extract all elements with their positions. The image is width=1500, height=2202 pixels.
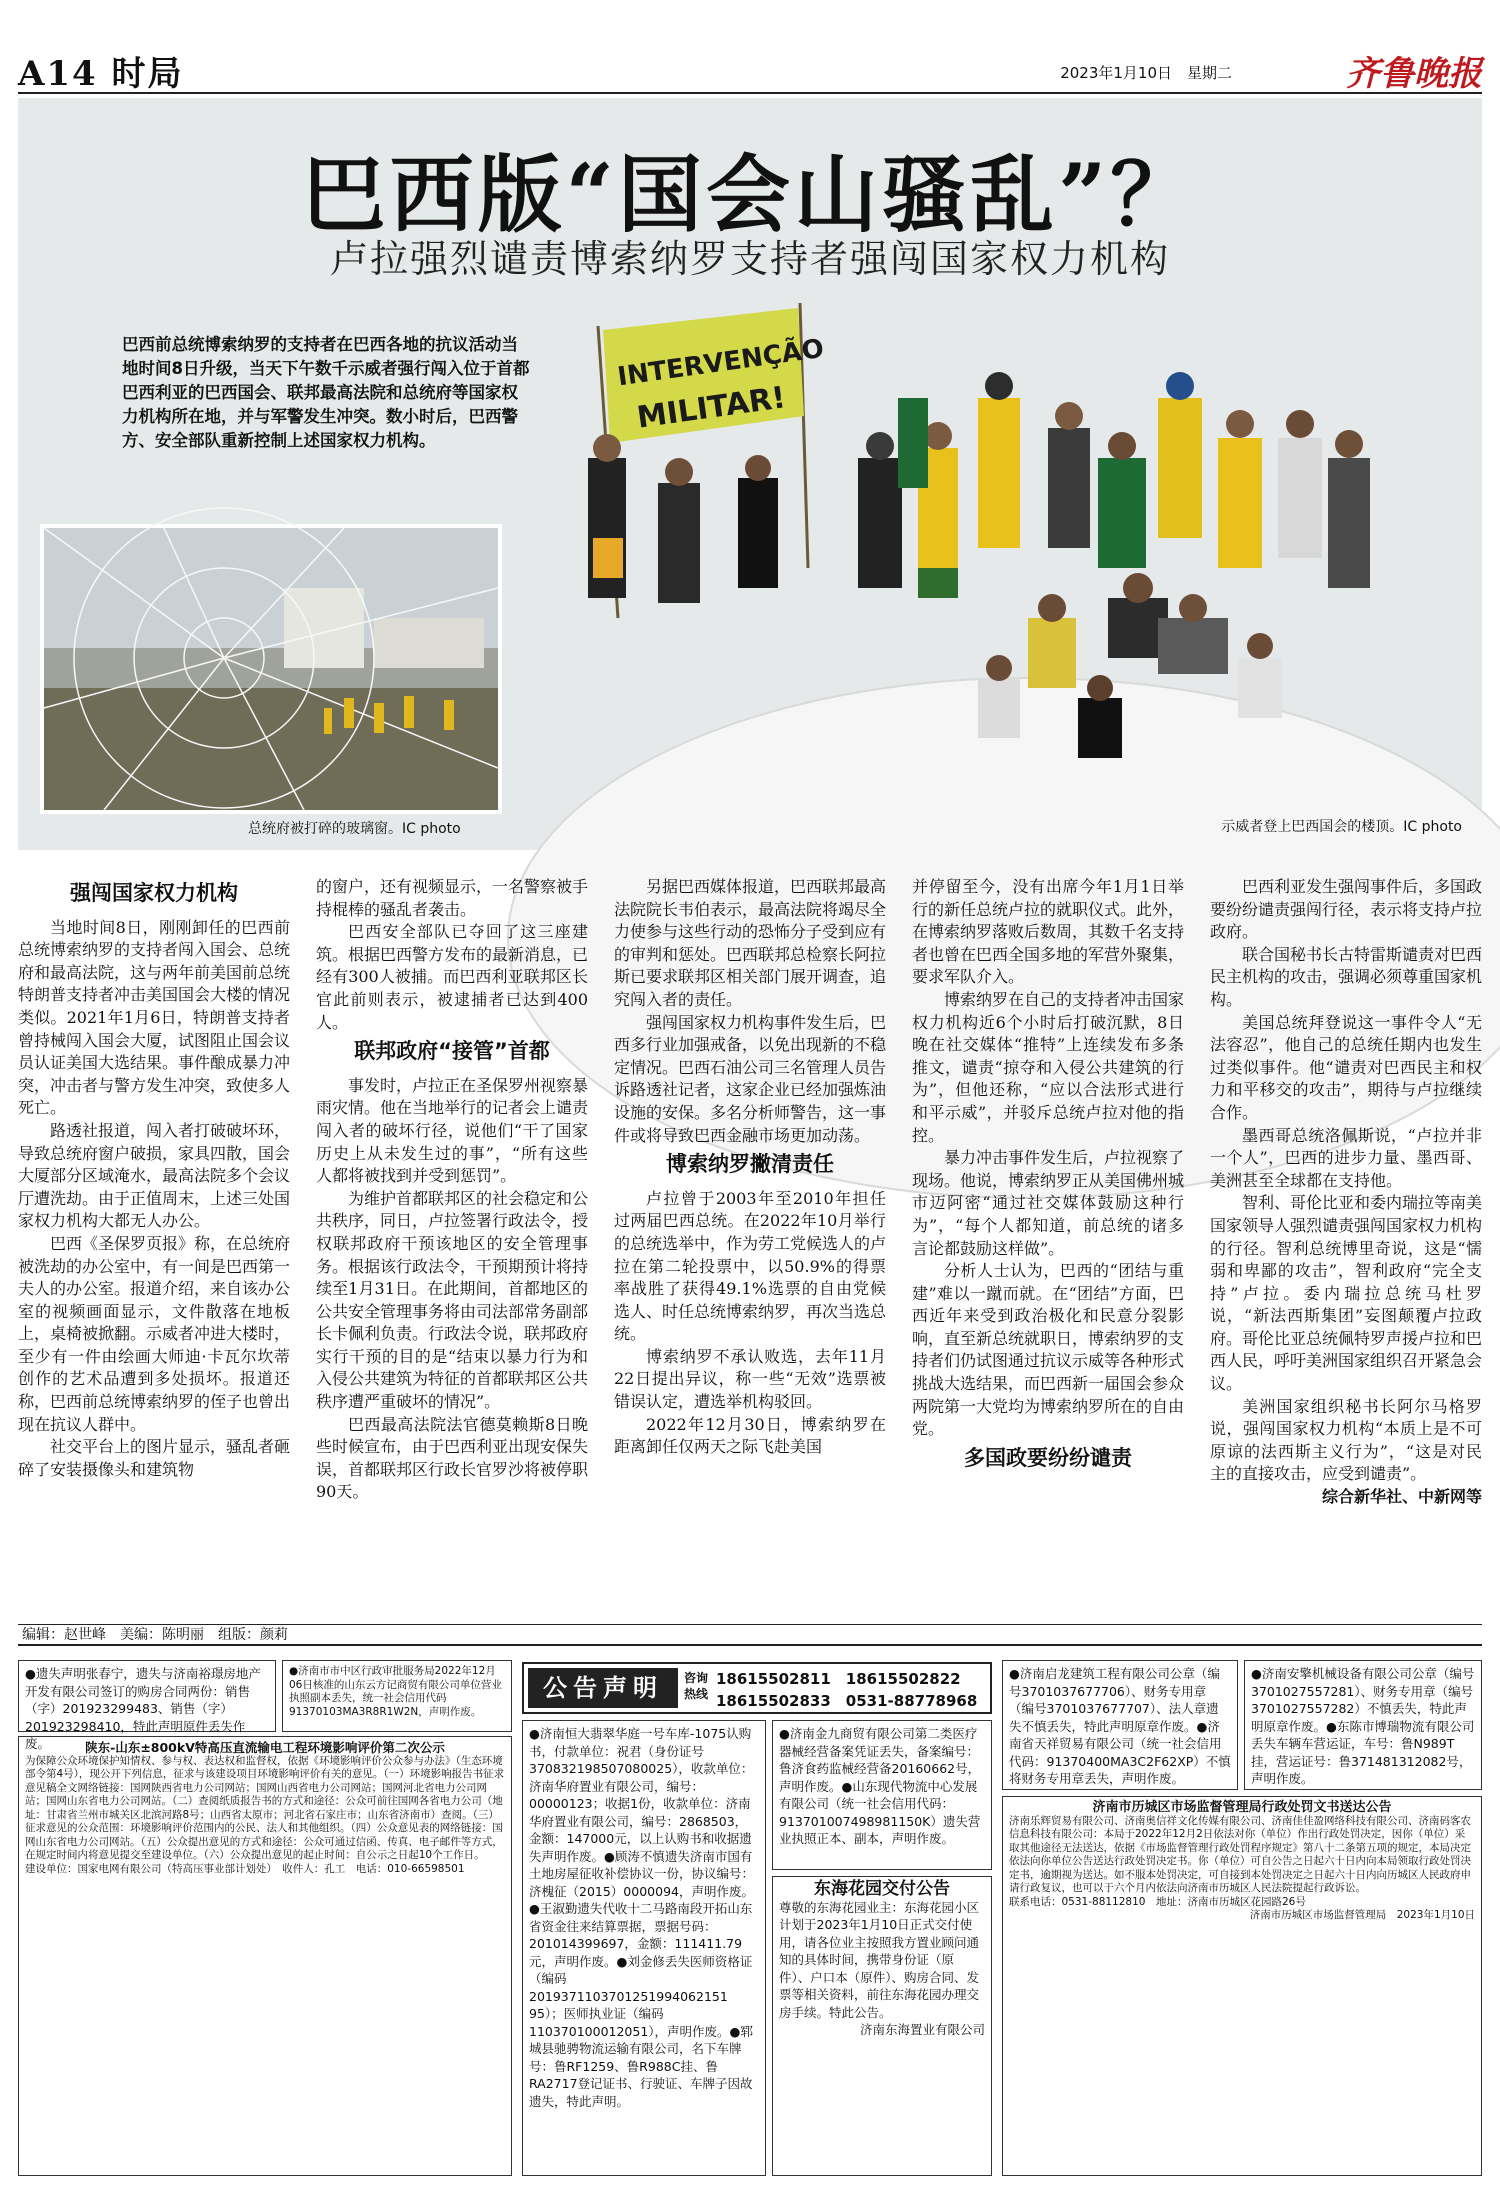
article-column-2 [316,876,588,1622]
notice-penalty-service [1002,1796,1482,2176]
ad-header [522,1662,992,1714]
hotline-numbers [716,1668,977,1712]
main-photo-caption: 示威者登上巴西国会的楼顶。IC photo [1221,819,1462,835]
notice-delivery [772,1876,992,2176]
section-subtitle: 博索纳罗撇清责任 [666,1152,834,1177]
notice-lost-certificates [772,1720,992,1870]
notice-list-lost-items [522,1720,766,2176]
article-column-1 [18,876,290,1622]
section-subtitle: 联邦政府“接管”首都 [354,1039,550,1064]
article-paragraph: 墨西哥总统洛佩斯说，“卢拉并非一个人”，巴西的进步力量、墨西哥、美洲甚至全球都在支持他。 [1210,1125,1482,1190]
article-paragraph: 分析人士认为，巴西的“团结与重建”难以一蹴而就。在“团结”方面，巴西近年来受到政治极化和民意分裂影响，直至新总统就职日，博索纳罗的支持者们仍试图通过抗议示威等各种形式挑战大选结果，而巴西新一届国会参众两院第一大党均为博索纳罗所在的自由党。 [912,1261,1185,1439]
hotline-numbers-line-2: 18615502833 0531-88778968 [716,1692,978,1710]
headline: 巴西版“国会山骚乱”？ [301,145,1199,244]
inset-photo-broken-glass [40,524,502,814]
subheadline: 卢拉强烈谴责博索纳罗支持者强闯国家权力机构 [329,237,1170,281]
issue-date: 2023年1月10日 星期二 [1060,64,1232,82]
article-paragraph: 巴西利亚发生强闯事件后，多国政要纷纷谴责强闯行径，表示将支持卢拉政府。 [1210,877,1483,942]
svg-text:INTERVENÇÃO: INTERVENÇÃO [615,333,826,393]
article-paragraph: 联合国秘书长古特雷斯谴责对巴西民主机构的攻击，强调必须尊重国家机构。 [1210,944,1483,1009]
notice-text: ●遗失声明张春宁，遗失与济南裕璟房地产开发有限公司签订的购房合同两份：销售（字）201923299483、销售（字）201923298410，特此声明原件丢失作废。 [25,1666,261,1751]
notice-lost-contract [18,1660,276,1751]
notice-footer: 建设单位：国家电网有限公司（特高压事业部计划处） 收件人：孔工 电话：010-66598501 [25,1862,465,1875]
article-paragraph: 的窗户，还有视频显示，一名警察被手持棍棒的骚乱者袭击。 [316,877,589,919]
notice-title: 济南市历城区市场监督管理局行政处罚文书送达公告 [1092,1800,1392,1815]
section-subtitle: 多国政要纷纷谴责 [964,1445,1132,1470]
notice-text: ●济南市市中区行政审批服务局2022年12月06日核准的山东云方记商贸有限公司单位营业执照副本丢失，统一社会信用代码91370103MA3R8R1W2N，声明作废。 [289,1665,502,1718]
hotline-label: 咨询热线 [684,1671,709,1701]
section-subtitle: 强闯国家权力机构 [70,881,238,905]
hotline-numbers-line-1: 18615502811 18615502822 [716,1670,961,1688]
article-paragraph: 当地时间8日，刚刚卸任的巴西前总统博索纳罗的支持者闯入国会、总统府和最高法院，这与两年前美国前总统特朗普支持者冲击美国国会大楼的情况类似。2021年1月6日，特朗普支持者曾持械闯入国会大厦，试图阻止国会议员认证美国大选结果。事件酿成暴力冲突，冲击者与警方发生冲突，致使多人死亡。 [18,917,291,1118]
notice-text: ●济南恒大翡翠华庭一号车库-1075认购书，付款单位：祝君（身份证号370832198507080025），收款单位：济南华府置业有限公司，编号：00000123；收据1份，收款单位：济南华府置业有限公司，编号：2868503，金额：147000元，以上认购书和收据遗失声明作废。●顾涛不慎遗失济南市国有土地房屋征收补偿协议一份，协议编号：济槐征（2015）0000094，声明作废。●王淑勤遗失代收十二马路南段开拓山东省资金往来结算票据，票据号码：201014399697，金额：111411.79元，声明作废。●刘金修丢失医师资格证（编码2019371103701251994062151​95）；医师执业证（编码110370100012051），声明作废。●郓城县驰骋物流运输有限公司，名下车牌号：鲁RF1259、鲁R988C挂、鲁RA2717登记证书、行驶证、车牌子因故遗失，特此声明。 [529,1726,755,2109]
notice-text: 尊敬的东海花园业主：东海花园小区计划于2023年1月10日正式交付使用，请各位业主按照我方置业顾问通知的具体时间，携带身份证（原件）、户口本（原件）、购房合同、发票等相关资料，前往东海花园办理交房手续。特此公告。 [779,1899,980,2020]
article-byline: 综合新华社、中新网等 [1321,1487,1482,1507]
inset-photo-caption: 总统府被打碎的玻璃窗。IC photo [248,821,461,837]
article-paragraph: 并停留至今，没有出席今年1月1日举行的新任总统卢拉的就职仪式。此外，在博索纳罗落败后数周，其数千名支持者也曾在巴西全国多地的军营外聚集，要求军队介入。 [912,877,1185,987]
article-paragraph: 博索纳罗不承认败选，去年11月22日提出异议，称一些“无效”选票被错误认定，遭选举机构驳回。 [614,1346,886,1412]
notice-lost-seals [1002,1660,1238,1790]
notice-text: ●济南金九商贸有限公司第二类医疗器械经营备案凭证丢失，备案编号：鲁济食药监械经营备20160662号，声明作废。●山东现代物流中心发展有限公司（统一社会信用代码：913701007498981150K）遗失营业执照正本、副本，声明作废。 [779,1726,981,1846]
notice-signature: 济南东海置业有限公司 [859,2022,985,2037]
ad-title: 公告声明 [528,1668,678,1708]
notice-signature: 济南市历城区市场监督管理局 2023年1月10日 [1249,1909,1475,1921]
article-paragraph: 博索纳罗在自己的支持者冲击国家权力机构近6个小时后打破沉默，8日晚在社交媒体“推特”上连续发布多条推文，谴责“掠夺和入侵公共建筑的行为”，但他还称，“应以合法形式进行和平示威”，并驳斥总统卢拉对他的指控。 [912,989,1185,1145]
classified-section [18,1654,1482,2184]
article-paragraph: 暴力冲击事件发生后，卢拉视察了现场。他说，博索纳罗正从美国佛州城市迈阿密“通过社交媒体鼓励这种行为”，“每个人都知道，前总统的诸多言论都鼓励这样做”。 [912,1148,1185,1258]
editor-credits: 编辑：赵世峰 美编：陈明丽 组版：颜莉 [18,1624,1482,1646]
section-label: A14 时局 [18,54,184,94]
article-paragraph: 社交平台上的图片显示，骚乱者砸碎了安装摄像头和建筑物 [18,1437,291,1479]
notice-lost-permits [1244,1660,1482,1790]
article-column-5 [1210,876,1482,1622]
article-paragraph: 巴西安全部队已夺回了这三座建筑。根据巴西警方发布的最新消息，已经有300人被捕。而巴西利亚联邦区长官此前则表示，被逮捕者已达到400人。 [316,922,589,1032]
article-paragraph: 美洲国家组织秘书长阿尔马格罗说，强闯国家权力机构“本质上是不可原谅的法西斯主义行为”，“这是对民主的直接攻击，应受到谴责”。 [1210,1396,1482,1484]
lead-paragraph: 巴西前总统博索纳罗的支持者在巴西各地的抗议活动当地时间8日升级，当天下午数千示威者强行闯入位于首都巴西利亚的巴西国会、联邦最高法院和总统府等国家权力机构所在地，并与军警发生冲突。数小时后，巴西警方、安全部队重新控制上述国家权力机构。 [122,335,530,450]
notice-text: ●济南启龙建筑工程有限公司公章（编号3701037677706）、财务专用章（编号3701037677707）、法人章遗失不慎丢失，特此声明原章作废。●济南省天祥贸易有限公司（统一社会信用代码：91370400MA3C2F62XP）不慎将财务专用章丢失，声明作废。 [1009,1666,1231,1786]
article-column-3 [614,876,886,1622]
article-paragraph: 路透社报道，闯入者打破破坏环，导致总统府窗户破损，家具四散，国会大厦部分区域淹水，最高法院多个会议厅遭洗劫。由于正值周末，上述三处国家权力机构大都无人办公。 [18,1120,291,1231]
notice-text: 为保障公众环境保护知情权、参与权、表达权和监督权，依据《环境影响评价公众参与办法》（生态环境部令第4号），现公开下列信息，征求与该建设项目环境影响评价有关的意见。（一）环境影响报告书征求意见稿全文网络链接：国网陕西省电力公司网站；国网山西省电力公司网站；国网河北省电力公司网站；国网山东省电力公司网站。（二）查阅纸质报告书的方式和途径：公众可前往国网各省电力公司（地址：甘肃省兰州市城关区北滨河路8号；山西省太原市；河北省石家庄市；山东省济南市）查阅。（三）征求意见的公众范围：环境影响评价范围内的公民、法人和其他组织。（四）公众意见表的网络链接：国网山东省电力公司网站。（五）公众提出意见的方式和途径：公众可通过信函、传真、电子邮件等方式，在规定时间内将意见提交至建设单位。（六）公众提出意见的起止时间：自公示之日起10个工作日。 [25,1754,505,1861]
article-paragraph: 另据巴西媒体报道，巴西联邦最高法院院长韦伯表示，最高法院将竭尽全力使参与这些行动的恐怖分子受到应有的审判和惩处。巴西联邦总检察长阿拉斯已要求联邦区相关部门展开调查，追究闯入者的责任。 [614,877,887,1009]
article-paragraph: 2022年12月30日，博索纳罗在距离卸任仅两天之际飞赴美国 [614,1414,886,1457]
article-paragraph: 智利、哥伦比亚和委内瑞拉等南美国家领导人强烈谴责强闯国家权力机构的行径。智利总统博里奇说，这是“懦弱和卑鄙的攻击”，智利政府“完全支持”卢拉。委内瑞拉总统马杜罗说，“新法西斯集团”妄图颠覆卢拉政府。哥伦比亚总统佩特罗声援卢拉和巴西人民，呼吁美洲国家组织召开紧急会议。 [1210,1193,1483,1394]
notice-text: ●济南安擎机械设备有限公司公章（编号3701027557281）、财务专用章（编号3701027557282）不慎丢失，特此声明原章作废。●东陈市博瑞物流有限公司丢失车辆车营运证，车号：鲁N989T挂，营运证号：鲁371481312082号，声明作废。 [1251,1666,1475,1786]
notice-footer: 联系电话：0531-88112810 地址：济南市历城区花园路26号 [1009,1895,1306,1908]
article-column-4 [912,876,1184,1622]
hero-photo-area [18,98,1482,850]
notice-title: 陕东-山东±800kV特高压直流输电工程环境影响评价第二次公示 [85,1740,445,1755]
article-paragraph: 巴西《圣保罗页报》称，在总统府被洗劫的办公室中，有一间是巴西第一夫人的办公室。报道介绍，来自该办公室的视频画面显示，文件散落在地板上，桌椅被掀翻。示威者冲进大楼时，至少有一件由绘画大师迪·卡瓦尔坎蒂创作的艺术品遭到多处损坏。报道还称，巴西前总统博索纳罗的侄子也曾出现在抗议人群中。 [18,1233,291,1434]
broken-glass-graphic [44,528,498,810]
svg-text:MILITAR!: MILITAR! [634,380,788,436]
notice-env-assessment [18,1736,512,2176]
paper-logo: 齐鲁晚报 [1346,54,1482,94]
article-paragraph: 卢拉曾于2003年至2010年担任过两届巴西总统。在2022年10月举行的总统选举中，作为劳工党候选人的卢拉在第二轮投票中，以50.9%的得票率战胜了获得49.1%选票的自由党候选人、时任总统博索纳罗，再次当选总统。 [614,1188,887,1344]
article-paragraph: 美国总统拜登说这一事件令人“无法容忍”，他自己的总统任期内也发生过类似事件。他“谴责对巴西民主和权力和平移交的攻击”，期待与卢拉继续合作。 [1210,1012,1482,1122]
masthead [18,40,1482,94]
notice-text: 济南乐辉贸易有限公司、济南奥信祥文化传媒有限公司、济南佳佳盈网络科技有限公司、济南码客农信息科技有限公司：本局于2022年12月2日依法对你（单位）作出行政处罚决定，因你（单位）采取其他途径无法送达，依据《市场监督管理行政处罚程序规定》第八十二条第五项的规定，本局决定依法向你单位公告送达行政处罚决定书。你（单位）可自公告之日起六十日内向本局领取行政处罚决定书，逾期视为送达。如不服本处罚决定，可自接到本处罚决定之日起六十日内向历城区人民政府申请行政复议，也可以于六个月内依法向济南市历城区人民法院提起行政诉讼。 [1009,1814,1471,1894]
article-paragraph: 事发时，卢拉正在圣保罗州视察暴雨灾情。他在当地举行的记者会上谴责闯入者的破坏行径，说他们“干了国家历史上从未发生过的事”，“所有这些人都将被找到并受到惩罚”。 [316,1075,589,1186]
article-body [18,876,1482,1622]
article-paragraph: 强闯国家权力机构事件发生后，巴西多行业加强戒备，以免出现新的不稳定情况。巴西石油公司三名管理人员告诉路透社记者，这家企业已经加强炼油设施的安保。多名分析师警告，这一事件或将导致巴西金融市场更加动荡。 [614,1012,887,1145]
notice-business-license [282,1660,512,1732]
article-paragraph: 巴西最高法院法官德莫赖斯8日晚些时候宣布，由于巴西利亚出现安保失误，首都联邦区行政长官罗沙将被停职90天。 [316,1414,589,1502]
notice-title: 东海花园交付公告 [814,1879,950,1899]
article-paragraph: 为维护首都联邦区的社会稳定和公共秩序，同日，卢拉签署行政法令，授权联邦政府干预该地区的安全管理事务。根据该行政法令，干预期预计将持续至1月31日。在此期间，首都地区的公共安全管理事务将由司法部常务副部长卡佩利负责。行政法令说，联邦政府实行干预的目的是“结束以暴力行为和入侵公共建筑为特征的首都联邦区公共秩序遭严重破坏的情况”。 [316,1188,589,1412]
